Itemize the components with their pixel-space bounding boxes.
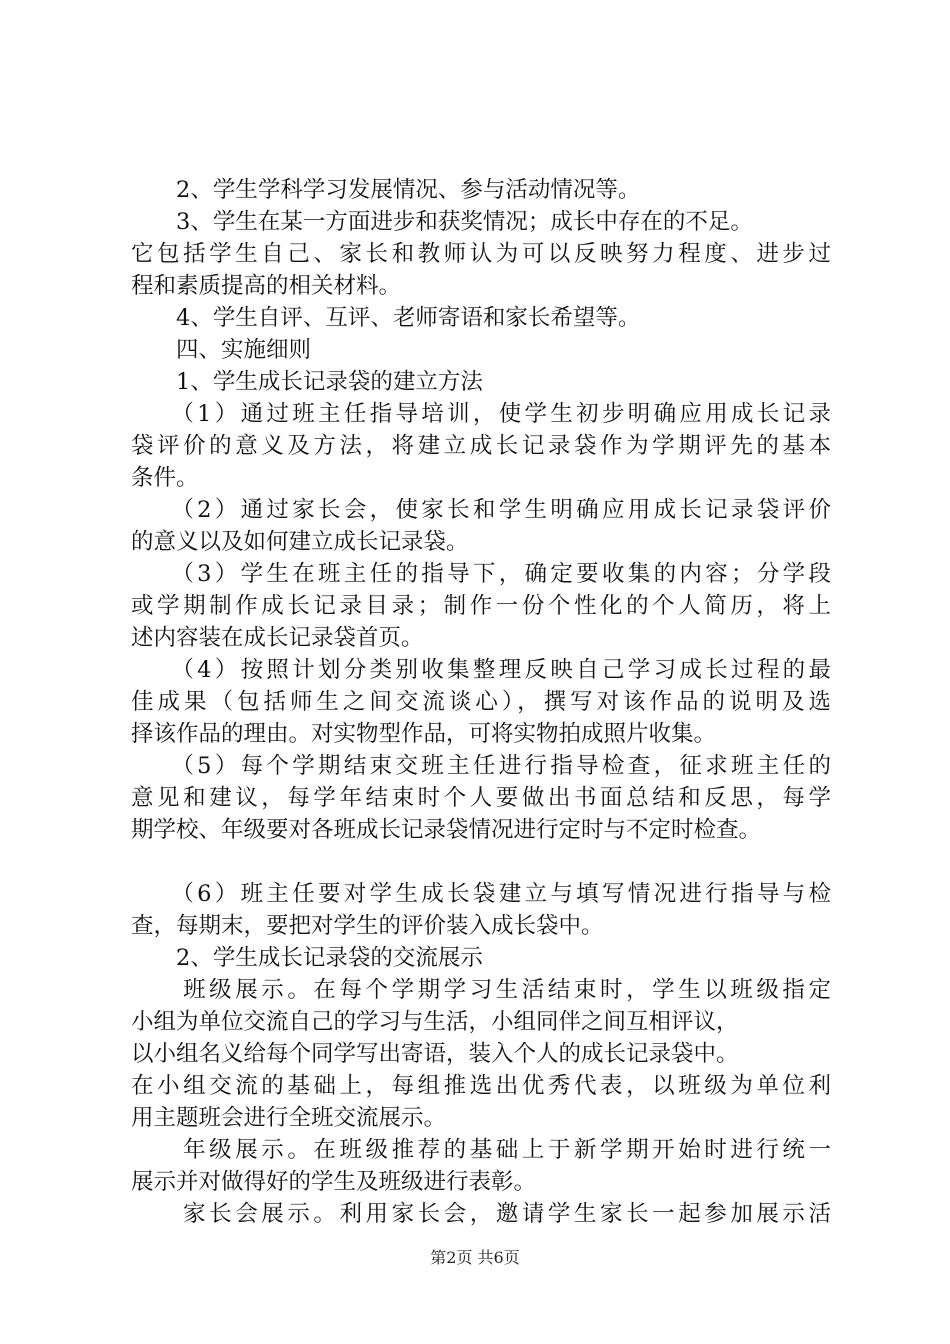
text-line: 班级展示。在每个学期学习生活结束时，学生以班级指定 <box>131 977 831 1003</box>
text-line: 3、学生在某一方面进步和获奖情况；成长中存在的不足。 <box>131 209 753 235</box>
text-line: 述内容装在成长记录袋首页。 <box>131 625 424 651</box>
text-line: 意见和建议，每学年结束时个人要做出书面总结和反思，每学 <box>131 785 831 811</box>
text-line: 的意义以及如何建立成长记录袋。 <box>131 529 469 555</box>
text-line: 条件。 <box>131 465 199 491</box>
text-line: （6）班主任要对学生成长袋建立与填写情况进行指导与检 <box>131 881 831 907</box>
text-line: 用主题班会进行全班交流展示。 <box>131 1105 447 1131</box>
text-line: 袋评价的意义及方法，将建立成长记录袋作为学期评先的基本 <box>131 433 831 459</box>
text-line: 小组为单位交流自己的学习与生活，小组同伴之间互相评议， <box>131 1009 739 1035</box>
page-number-footer: 第2页 共6页 <box>430 1248 520 1267</box>
text-line: 年级展示。在班级推荐的基础上于新学期开始时进行统一 <box>131 1137 831 1163</box>
subsection-heading: 1、学生成长记录袋的建立方法 <box>131 369 483 395</box>
text-line: 查，每期末，要把对学生的评价装入成长袋中。 <box>131 913 604 939</box>
text-line: 它包括学生自己、家长和教师认为可以反映努力程度、进步过 <box>131 241 831 267</box>
subsection-heading: 2、学生成长记录袋的交流展示 <box>131 945 483 971</box>
text-line: 择该作品的理由。对实物型作品，可将实物拍成照片收集。 <box>131 721 717 747</box>
text-line: （1）通过班主任指导培训，使学生初步明确应用成长记录 <box>131 401 831 427</box>
text-line: （5）每个学期结束交班主任进行指导检查，征求班主任的 <box>131 753 831 779</box>
text-line: （4）按照计划分类别收集整理反映自己学习成长过程的最 <box>131 657 831 683</box>
text-line: 佳成果（包括师生之间交流谈心），撰写对该作品的说明及选 <box>131 689 831 715</box>
text-line: （3）学生在班主任的指导下，确定要收集的内容；分学段 <box>131 561 831 587</box>
section-heading: 四、实施细则 <box>131 337 312 363</box>
text-line: （2）通过家长会，使家长和学生明确应用成长记录袋评价 <box>131 497 831 523</box>
text-line: 期学校、年级要对各班成长记录袋情况进行定时与不定时检查。 <box>131 817 762 843</box>
text-line: 2、学生学科学习发展情况、参与活动情况等。 <box>131 177 641 203</box>
text-line: 以小组名义给每个同学写出寄语，装入个人的成长记录袋中。 <box>131 1041 739 1067</box>
text-line: 家长会展示。利用家长会，邀请学生家长一起参加展示活 <box>131 1201 831 1227</box>
text-line: 4、学生自评、互评、老师寄语和家长希望等。 <box>131 305 641 331</box>
text-line: 或学期制作成长记录目录；制作一份个性化的个人简历，将上 <box>131 593 831 619</box>
text-line: 程和素质提高的相关材料。 <box>131 273 402 299</box>
text-line: 展示并对做得好的学生及班级进行表彰。 <box>131 1169 537 1195</box>
text-line: 在小组交流的基础上，每组推选出优秀代表，以班级为单位利 <box>131 1073 831 1099</box>
